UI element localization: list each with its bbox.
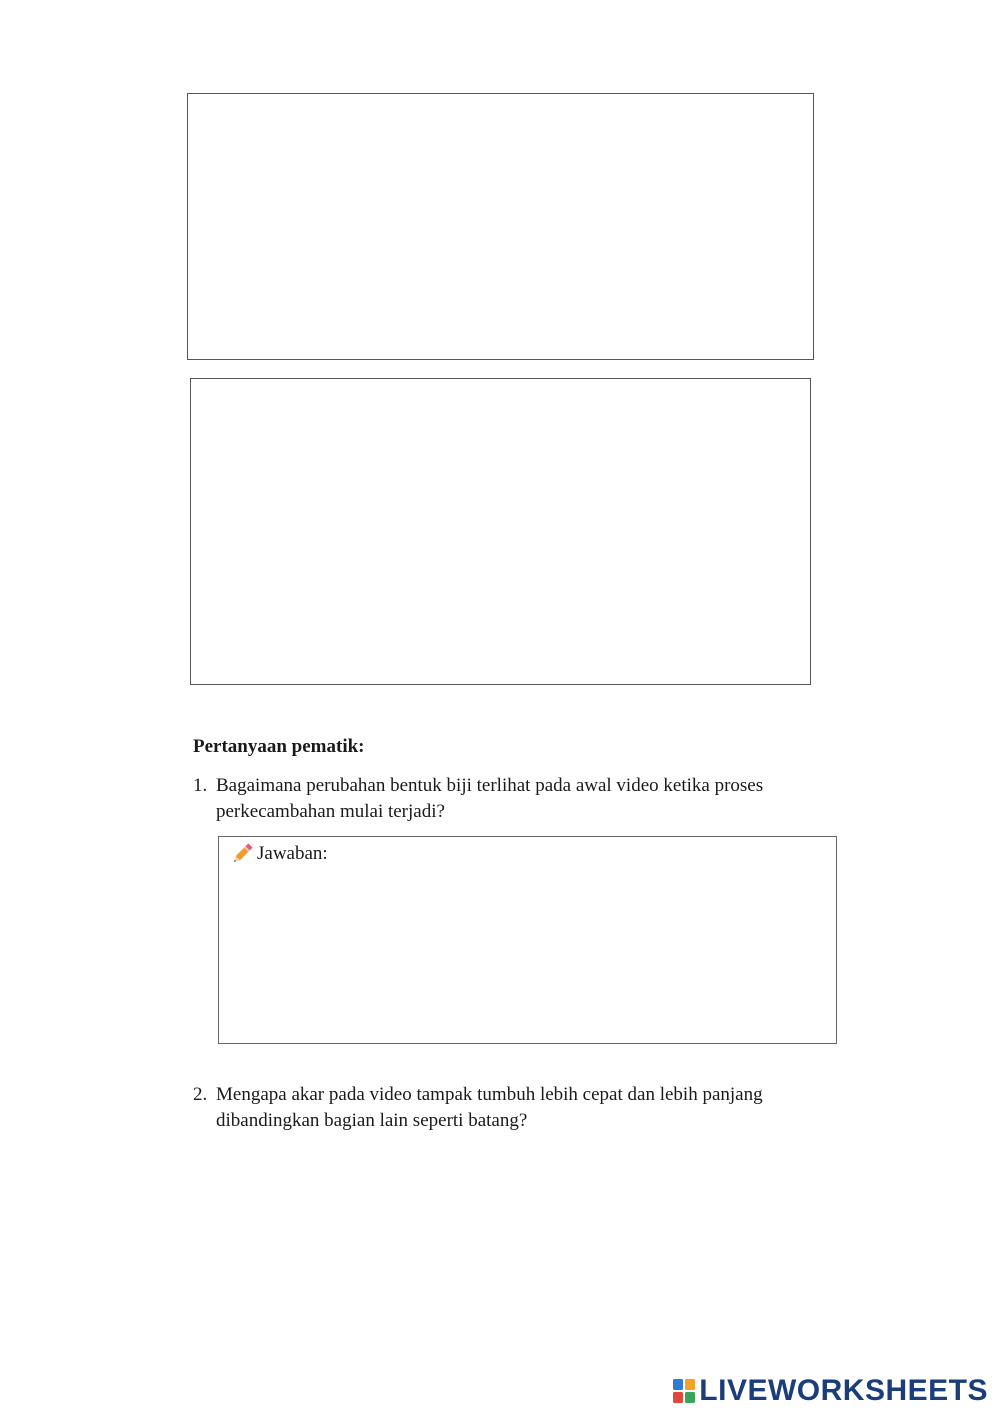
liveworksheets-logo: [673, 1374, 988, 1408]
question-number: 2.: [193, 1084, 208, 1105]
answer-label: [231, 843, 328, 865]
question-2: [193, 1082, 833, 1134]
question-text-line: perkecambahan mulai terjadi?: [216, 801, 445, 822]
question-number: 1.: [193, 775, 208, 796]
logo-mark-icon: [673, 1377, 695, 1405]
question-1: [193, 773, 833, 825]
question-text-line: Bagaimana perubahan bentuk biji terlihat pada awal video ketika proses: [216, 775, 764, 796]
pencil-icon: [231, 843, 253, 865]
question-text-line: dibandingkan bagian lain seperti batang?: [216, 1110, 528, 1131]
logo-text: LIVEWORKSHEETS: [699, 1374, 988, 1407]
video-embed-box-2[interactable]: [190, 378, 811, 685]
answer-field-1[interactable]: [218, 836, 837, 1044]
answer-label-text: Jawaban:: [257, 843, 328, 864]
question-text-line: Mengapa akar pada video tampak tumbuh lebih cepat dan lebih panjang: [216, 1084, 763, 1105]
video-embed-box-1[interactable]: [187, 93, 814, 360]
section-heading: Pertanyaan pematik:: [193, 736, 365, 757]
